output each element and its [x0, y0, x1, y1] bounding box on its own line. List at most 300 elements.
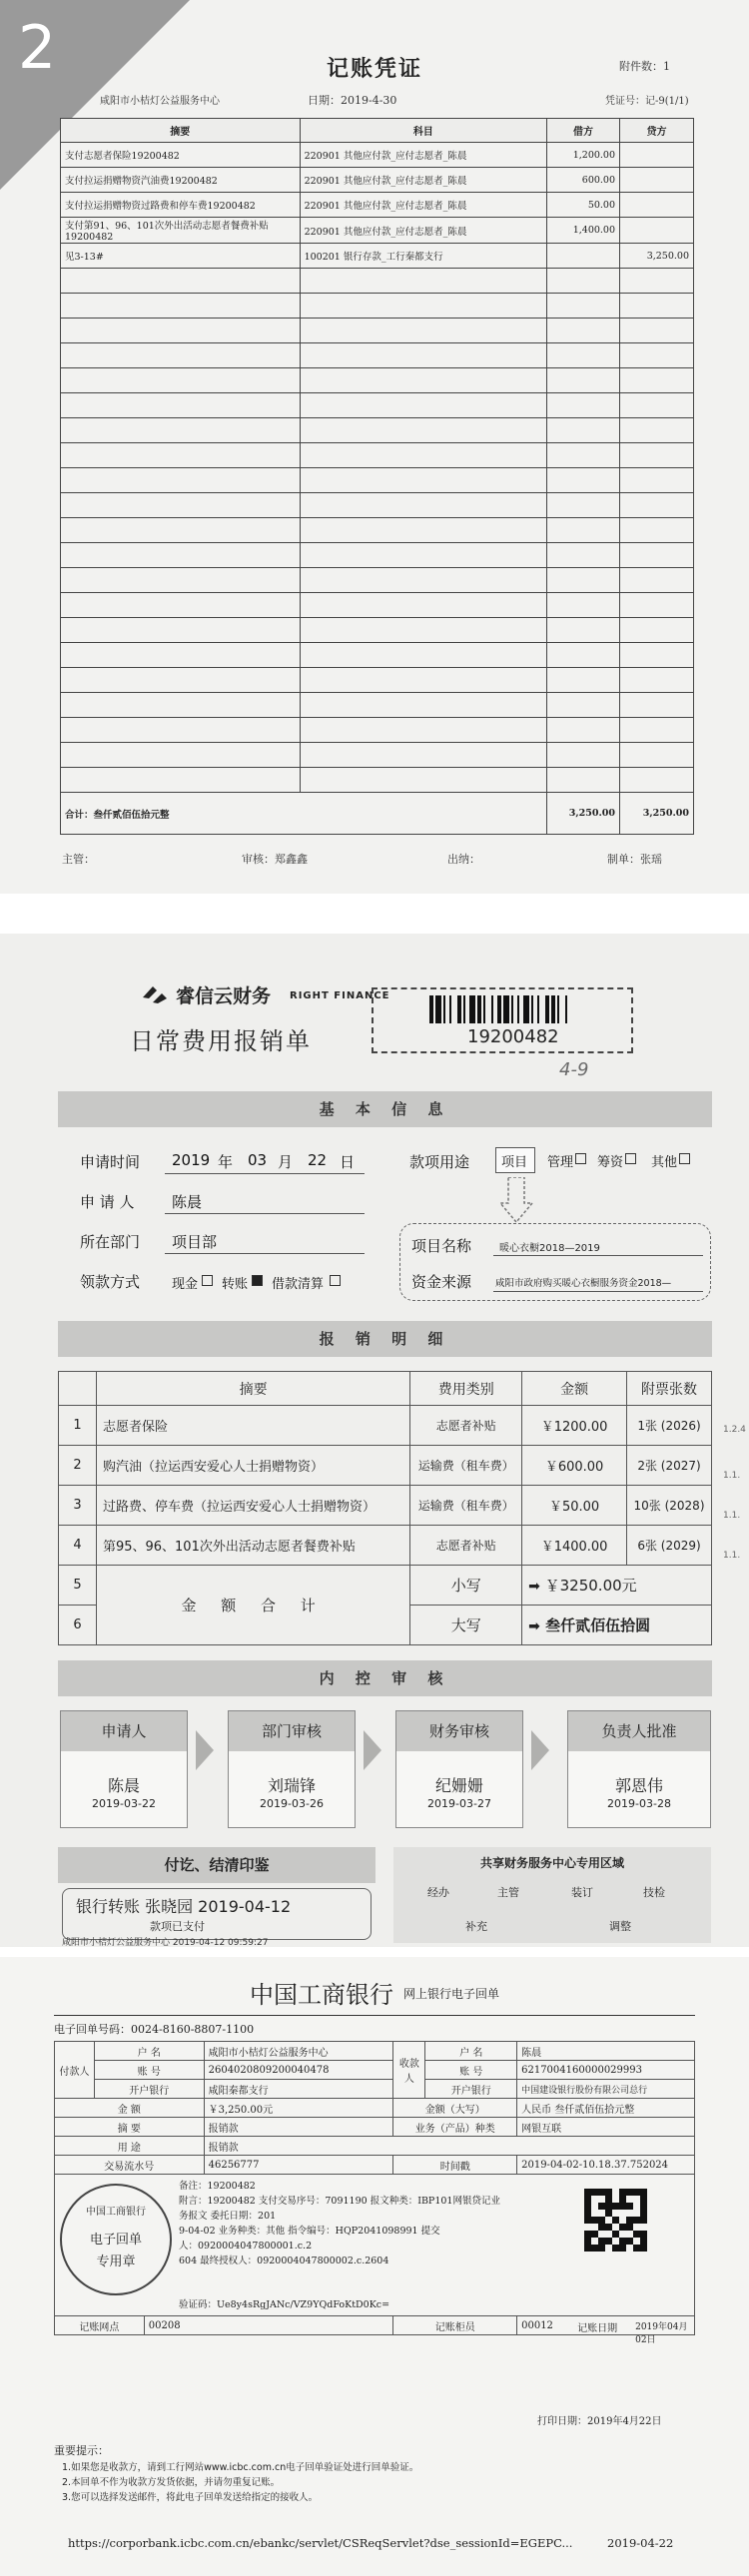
- qr-module: [640, 2189, 647, 2196]
- notice-3: 3.您可以选择发送邮件，将此电子回单发送给指定的接收人。: [62, 2492, 319, 2503]
- arrow-right-icon: [196, 1730, 214, 1770]
- qr-module: [598, 2245, 605, 2252]
- qr-module: [605, 2238, 612, 2245]
- amount-big: 人民币 叁仟贰佰伍拾元整: [517, 2099, 695, 2118]
- qr-module: [619, 2210, 626, 2217]
- qr-module: [626, 2224, 633, 2231]
- summary-label: 摘 要: [55, 2118, 205, 2137]
- flow-head: 部门审核: [229, 1711, 355, 1751]
- qr-module: [591, 2238, 598, 2245]
- payment-stamp-text: 银行转账 张晓园 2019-04-12: [76, 1897, 292, 1916]
- row-summary: 第95、96、101次外出活动志愿者餐费补贴: [96, 1526, 409, 1566]
- barcode-bar: [429, 995, 433, 1023]
- receive-option-transfer[interactable]: 转账: [222, 1277, 249, 1292]
- row-debit: 600.00: [547, 168, 620, 193]
- footer-maker: 制单：张瑶: [607, 853, 662, 866]
- qr-module: [598, 2203, 605, 2210]
- purpose-option-management[interactable]: 管理: [547, 1155, 574, 1170]
- row-summary: 支付志愿者保险19200482: [61, 143, 301, 168]
- receipt-details: [179, 2179, 500, 2268]
- row-summary: 见3-13#: [61, 244, 301, 269]
- section-basic-info: 基 本 信 息: [58, 1091, 712, 1127]
- col-amount: 金额: [522, 1372, 627, 1406]
- col-category: 费用类别: [410, 1372, 522, 1406]
- bank-name: 中国工商银行: [250, 1981, 393, 2009]
- applicant-label: 申 请 人: [80, 1193, 135, 1211]
- row-debit: 1,200.00: [547, 143, 620, 168]
- notice-2: 2.本回单不作为收款方发货依据，并请勿重复记账。: [62, 2477, 281, 2488]
- row-summary: 购汽油（拉运西安爱心人士捐赠物资）: [96, 1446, 409, 1486]
- fund-source-label: 资金来源: [411, 1273, 472, 1291]
- apply-month: 03: [248, 1151, 268, 1169]
- table-row: [59, 1446, 712, 1486]
- barcode-number: 19200482: [467, 1026, 559, 1047]
- checkbox-financing[interactable]: [625, 1153, 636, 1164]
- qr-module: [612, 2203, 619, 2210]
- qr-module: [633, 2217, 640, 2224]
- flow-date: 2019-03-26: [260, 1797, 324, 1810]
- row-debit: [547, 244, 620, 269]
- row-account: 220901 其他应付款_应付志愿者_陈晨: [300, 168, 547, 193]
- voucher-header-row: [61, 119, 694, 143]
- detail-line: 9-04-02 业务种类：其他 指令编号：HQP2041098991 提交: [179, 2226, 440, 2237]
- payment-footer: 咸阳市小桔灯公益服务中心 2019-04-12 09:59:27: [62, 1938, 269, 1947]
- fund-source: 咸阳市政府购买暖心衣橱服务资金2018—: [495, 1278, 672, 1289]
- col-tickets: 附票张数: [627, 1372, 712, 1406]
- row-debit: 1,400.00: [547, 218, 620, 244]
- empty-row: [61, 543, 694, 568]
- qr-module: [612, 2231, 619, 2238]
- payee-account-label: 账 号: [425, 2061, 517, 2080]
- total-row-big: 6 大写 ➡ 叁仟贰佰伍拾圆: [59, 1606, 712, 1645]
- qr-module: [598, 2224, 605, 2231]
- empty-row: [61, 768, 694, 793]
- qr-module: [633, 2203, 640, 2210]
- receive-option-cash[interactable]: 现金: [172, 1277, 199, 1292]
- empty-row: [61, 269, 694, 294]
- qr-module: [619, 2224, 626, 2231]
- qr-module: [626, 2210, 633, 2217]
- table-row: [61, 218, 694, 244]
- record-teller-label: 记账柜员: [393, 2316, 517, 2335]
- purpose-option-project[interactable]: 项目: [501, 1155, 528, 1170]
- empty-row: [61, 743, 694, 768]
- row-no: 4: [59, 1526, 97, 1566]
- reimburse-detail-table: [58, 1371, 712, 1645]
- row-category: 运输费（租车费）: [410, 1486, 522, 1526]
- empty-row: [61, 393, 694, 418]
- qr-module: [591, 2217, 598, 2224]
- detail-header-row: [59, 1372, 712, 1406]
- checkbox-transfer-checked[interactable]: [252, 1275, 263, 1286]
- flow-head: 负责人批准: [568, 1711, 710, 1751]
- voucher-table: [60, 118, 694, 835]
- flow-step-applicant: [60, 1710, 188, 1828]
- row-no: 5: [59, 1566, 97, 1606]
- department: 项目部: [172, 1233, 218, 1251]
- row-credit: 3,250.00: [620, 244, 694, 269]
- footer-cashier: 出纳：: [447, 853, 480, 866]
- barcode-bar: [511, 995, 513, 1023]
- apply-day: 22: [308, 1151, 328, 1169]
- checkbox-loan-clear[interactable]: [330, 1275, 341, 1286]
- qr-module: [598, 2231, 605, 2238]
- qr-module: [640, 2217, 647, 2224]
- notice-title: 重要提示：: [54, 2444, 109, 2457]
- qr-module: [612, 2196, 619, 2203]
- payee-bank-label: 开户银行: [425, 2080, 517, 2099]
- accounting-voucher: [0, 0, 749, 894]
- summary: 报销款: [204, 2118, 393, 2137]
- qr-module: [640, 2224, 647, 2231]
- qr-module: [584, 2238, 591, 2245]
- share-item-adjust: 调整: [609, 1920, 631, 1933]
- qr-module: [605, 2224, 612, 2231]
- detail-line: 务报文 委托日期：201: [179, 2211, 277, 2222]
- apply-year: 2019: [172, 1151, 211, 1169]
- qr-module: [605, 2189, 612, 2196]
- row-account: 100201 银行存款_工行秦都支行: [300, 244, 547, 269]
- qr-module: [633, 2210, 640, 2217]
- arrow-right-icon: [531, 1730, 549, 1770]
- row-category: 运输费（租车费）: [410, 1446, 522, 1486]
- barcode-bar: [523, 995, 529, 1023]
- row-summary: 支付拉运捐赠物资过路费和停车费19200482: [61, 193, 301, 218]
- empty-row: [61, 343, 694, 368]
- row-summary: 过路费、停车费（拉运西安爱心人士捐赠物资）: [96, 1486, 409, 1526]
- col-summary: 摘要: [61, 119, 301, 143]
- qr-module: [591, 2245, 598, 2252]
- flow-name: 纪姗姗: [434, 1776, 483, 1795]
- barcode: [429, 995, 609, 1023]
- small-label: 小写: [410, 1566, 522, 1606]
- flow-name: 郭恩伟: [614, 1776, 663, 1795]
- biz-type-label: 业务（产品）种类: [393, 2118, 517, 2137]
- row-tickets: 2张 (2027): [627, 1446, 712, 1486]
- purpose-option-other[interactable]: 其他: [651, 1155, 678, 1170]
- share-item-handler: 经办: [427, 1886, 449, 1899]
- expense-reimbursement-form: [0, 934, 749, 1947]
- qr-module: [626, 2189, 633, 2196]
- flow-name: 陈晨: [107, 1776, 140, 1795]
- qr-module: [605, 2203, 612, 2210]
- empty-row: [61, 718, 694, 743]
- amount-big-label: 金额（大写）: [393, 2099, 517, 2118]
- table-row: [61, 143, 694, 168]
- payee-name-label: 户 名: [425, 2042, 517, 2061]
- arrow-right-icon: [364, 1730, 381, 1770]
- empty-row: [61, 518, 694, 543]
- share-item-binding: 装订: [571, 1886, 593, 1899]
- empty-row: [61, 319, 694, 343]
- flow-date: 2019-03-22: [92, 1797, 156, 1810]
- handwritten-note: 4-9: [559, 1059, 589, 1080]
- total-credit: 3,250.00: [620, 793, 694, 835]
- side-note: 1.1.: [723, 1471, 741, 1481]
- notice-1: 1.如果您是收款方，请到工行网站www.icbc.com.cn电子回单验证处进行回单验证。: [62, 2462, 419, 2473]
- barcode-bar: [469, 995, 475, 1023]
- qr-module: [591, 2224, 598, 2231]
- amount: ￥3,250.00元: [204, 2099, 393, 2118]
- timestamp-label: 时间戳: [393, 2156, 517, 2175]
- qr-module: [633, 2238, 640, 2245]
- big-value: 叁仟贰佰伍拾圆: [545, 1616, 651, 1634]
- qr-module: [591, 2196, 598, 2203]
- voucher-total-row: [61, 793, 694, 835]
- col-summary: 摘要: [96, 1372, 409, 1406]
- attachment-count: 附件数：1: [619, 60, 670, 73]
- small-value: ￥3250.00元: [544, 1577, 637, 1595]
- receipt-title: 网上银行电子回单: [403, 1987, 500, 2001]
- row-no: 3: [59, 1486, 97, 1526]
- empty-row: [61, 443, 694, 468]
- shared-finance-head: 共享财务服务中心专用区域: [479, 1856, 624, 1870]
- checkbox-management[interactable]: [575, 1153, 586, 1164]
- qr-module: [640, 2238, 647, 2245]
- month-unit: 月: [278, 1153, 294, 1171]
- row-account: 220901 其他应付款_应付志愿者_陈晨: [300, 218, 547, 244]
- row-debit: 50.00: [547, 193, 620, 218]
- side-note: 1.1.: [723, 1551, 741, 1561]
- row-amount: ￥50.00: [522, 1486, 627, 1526]
- qr-module: [584, 2245, 591, 2252]
- use-label: 用 途: [55, 2137, 205, 2156]
- seal-mid-text-2: 专用章: [96, 2254, 136, 2269]
- qr-module: [640, 2196, 647, 2203]
- page-number: 2: [18, 13, 57, 83]
- use: 报销款: [204, 2137, 694, 2156]
- table-row: [61, 244, 694, 269]
- barcode-bar: [545, 995, 549, 1023]
- total-debit: 3,250.00: [547, 793, 620, 835]
- serial: 46256777: [204, 2156, 393, 2175]
- voucher-date: 日期：2019-4-30: [308, 94, 397, 107]
- qr-module: [612, 2224, 619, 2231]
- qr-module: [633, 2196, 640, 2203]
- col-credit: 贷方: [620, 119, 694, 143]
- row-account: 220901 其他应付款_应付志愿者_陈晨: [300, 193, 547, 218]
- serial-label: 交易流水号: [55, 2156, 205, 2175]
- row-credit: [620, 168, 694, 193]
- payee-name: 陈晨: [517, 2042, 695, 2061]
- checkbox-other[interactable]: [679, 1153, 690, 1164]
- detail-line: 备注：19200482: [179, 2181, 256, 2192]
- payee-label: 收款人: [393, 2042, 425, 2099]
- qr-module: [619, 2231, 626, 2238]
- qr-module: [619, 2189, 626, 2196]
- row-credit: [620, 143, 694, 168]
- table-row: [59, 1526, 712, 1566]
- empty-row: [61, 493, 694, 518]
- record-teller: 00012: [521, 2319, 553, 2331]
- year-unit: 年: [218, 1153, 234, 1171]
- qr-module: [633, 2189, 640, 2196]
- barcode-bar: [503, 995, 509, 1023]
- qr-module: [626, 2196, 633, 2203]
- qr-module: [591, 2210, 598, 2217]
- flow-step-approve: [567, 1710, 711, 1828]
- barcode-bar: [531, 995, 533, 1023]
- project-name-label: 项目名称: [411, 1237, 472, 1255]
- table-row: [59, 1486, 712, 1526]
- timestamp: 2019-04-02-10.18.37.752024: [517, 2156, 695, 2175]
- col-debit: 借方: [547, 119, 620, 143]
- payer-account: 2604020809200040478: [204, 2061, 393, 2080]
- row-credit: [620, 218, 694, 244]
- applicant: 陈晨: [172, 1193, 203, 1211]
- checkbox-cash[interactable]: [202, 1275, 213, 1286]
- receive-option-loan-clear[interactable]: 借款清算: [272, 1277, 325, 1292]
- barcode-bar: [551, 995, 555, 1023]
- row-summary: 志愿者保险: [96, 1406, 409, 1446]
- empty-row: [61, 593, 694, 618]
- empty-row: [61, 643, 694, 668]
- receipt-seal: [57, 2181, 175, 2298]
- department-label: 所在部门: [80, 1233, 141, 1251]
- barcode-bar: [497, 995, 501, 1023]
- detail-line: 604 最终授权人：0920004047800002.c.2604: [179, 2255, 389, 2266]
- row-amount: ￥1400.00: [522, 1526, 627, 1566]
- detail-line: 人：0920004047800001.c.2: [179, 2241, 313, 2252]
- bank-electronic-receipt: [0, 1957, 749, 2576]
- barcode-bar: [435, 995, 441, 1023]
- side-note: 1.2.4: [723, 1425, 746, 1435]
- brand-english: RIGHT FINANCE: [290, 990, 390, 1001]
- qr-module: [584, 2217, 591, 2224]
- qr-module: [598, 2189, 605, 2196]
- record-date: 2019年04月02日: [635, 2322, 688, 2345]
- footer-supervisor: 主管：: [62, 853, 95, 866]
- qr-module: [584, 2224, 591, 2231]
- row-tickets: 6张 (2029): [627, 1526, 712, 1566]
- qr-module: [605, 2245, 612, 2252]
- apply-date-label: 申请时间: [80, 1153, 141, 1171]
- payee-account: 6217004160000029993: [517, 2061, 695, 2080]
- payer-bank: 咸阳秦都支行: [204, 2080, 393, 2099]
- brand-name: 睿信云财务: [176, 985, 272, 1007]
- print-date: 打印日期：2019年4月22日: [537, 2416, 662, 2427]
- total-label: 金 额 合 计: [96, 1566, 409, 1645]
- row-credit: [620, 193, 694, 218]
- qr-module: [640, 2231, 647, 2238]
- purpose-option-financing[interactable]: 筹资: [597, 1155, 624, 1170]
- barcode-bar: [477, 995, 481, 1023]
- qr-module: [633, 2245, 640, 2252]
- qr-module: [591, 2203, 598, 2210]
- row-no: 6: [59, 1606, 97, 1645]
- row-amount: ￥1200.00: [522, 1406, 627, 1446]
- row-amount: ￥600.00: [522, 1446, 627, 1486]
- side-note: 1.1.: [723, 1511, 741, 1521]
- empty-row: [61, 618, 694, 643]
- voucher-company: 咸阳市小桔灯公益服务中心: [100, 96, 220, 107]
- empty-row: [61, 418, 694, 443]
- flow-head: 财务审核: [396, 1711, 522, 1751]
- receipt-detail-cell: [55, 2175, 695, 2316]
- qr-module: [612, 2210, 619, 2217]
- day-unit: 日: [340, 1153, 356, 1171]
- record-site-label: 记账网点: [55, 2316, 145, 2335]
- qr-module: [605, 2210, 612, 2217]
- payer-name: 咸阳市小桔灯公益服务中心: [204, 2042, 393, 2061]
- barcode-bar: [517, 995, 519, 1023]
- qr-module: [619, 2238, 626, 2245]
- qr-module: [640, 2210, 647, 2217]
- section-reimburse-detail: 报 销 明 细: [58, 1321, 712, 1357]
- qr-module: [640, 2245, 647, 2252]
- big-label: 大写: [410, 1606, 522, 1645]
- barcode-bar: [565, 995, 567, 1023]
- qr-module: [584, 2189, 591, 2196]
- qr-module: [612, 2217, 619, 2224]
- qr-module: [619, 2245, 626, 2252]
- qr-module: [584, 2196, 591, 2203]
- barcode-bar: [457, 995, 461, 1023]
- barcode-bar: [537, 995, 539, 1023]
- barcode-bar: [449, 995, 451, 1023]
- share-item-check: 技检: [643, 1886, 665, 1899]
- flow-step-finance: [395, 1710, 523, 1828]
- table-row: [61, 193, 694, 218]
- empty-row: [61, 693, 694, 718]
- total-row-small: 5 金 额 合 计 小写 ➡ ￥3250.00元: [59, 1566, 712, 1606]
- page-url[interactable]: https://corporbank.icbc.com.cn/ebankc/servlet/CSReqServlet?dse_sessionId=EGEPC...: [68, 2536, 573, 2550]
- seal-mid-text-1: 电子回单: [89, 2233, 142, 2248]
- flow-step-dept: [228, 1710, 356, 1828]
- url-date: 2019-04-22: [607, 2536, 674, 2550]
- voucher-number: 凭证号：记-9(1/1): [605, 96, 689, 107]
- qr-module: [619, 2196, 626, 2203]
- section-internal-audit: 内 控 审 核: [58, 1660, 712, 1696]
- flow-head: 申请人: [61, 1711, 187, 1751]
- col-account: 科目: [300, 119, 547, 143]
- record-date-label: 记账日期: [577, 2323, 618, 2334]
- empty-row: [61, 668, 694, 693]
- amount-label: 金 额: [55, 2099, 205, 2118]
- empty-row: [61, 294, 694, 319]
- payer-bank-label: 开户银行: [94, 2080, 204, 2099]
- footer-auditor: 审核：郑鑫鑫: [242, 853, 308, 866]
- total-label: 合计：叁仟贰佰伍拾元整: [61, 793, 547, 835]
- row-account: 220901 其他应付款_应付志愿者_陈晨: [300, 143, 547, 168]
- arrow-down-icon: [499, 1177, 533, 1223]
- payment-seal-head: 付讫、结清印鉴: [58, 1847, 375, 1883]
- row-summary: 支付拉运捐赠物资汽油费19200482: [61, 168, 301, 193]
- qr-module: [612, 2245, 619, 2252]
- qr-module: [626, 2231, 633, 2238]
- empty-row: [61, 468, 694, 493]
- voucher-title: 记账凭证: [326, 56, 422, 82]
- flow-date: 2019-03-28: [607, 1797, 671, 1810]
- barcode-bar: [483, 995, 485, 1023]
- barcode-bar: [463, 995, 465, 1023]
- qr-module: [605, 2196, 612, 2203]
- payer-name-label: 户 名: [94, 2042, 204, 2061]
- empty-row: [61, 368, 694, 393]
- qr-module: [584, 2210, 591, 2217]
- payment-status: 款项已支付: [150, 1920, 205, 1933]
- flow-date: 2019-03-27: [427, 1797, 491, 1810]
- qr-module: [619, 2217, 626, 2224]
- purpose-label: 款项用途: [409, 1153, 470, 1171]
- form-title: 日常费用报销单: [130, 1027, 312, 1055]
- biz-type: 网银互联: [517, 2118, 695, 2137]
- qr-module: [598, 2196, 605, 2203]
- share-item-supplement: 补充: [465, 1920, 487, 1933]
- qr-module: [633, 2231, 640, 2238]
- qr-code: [584, 2189, 647, 2252]
- table-row: [59, 1406, 712, 1446]
